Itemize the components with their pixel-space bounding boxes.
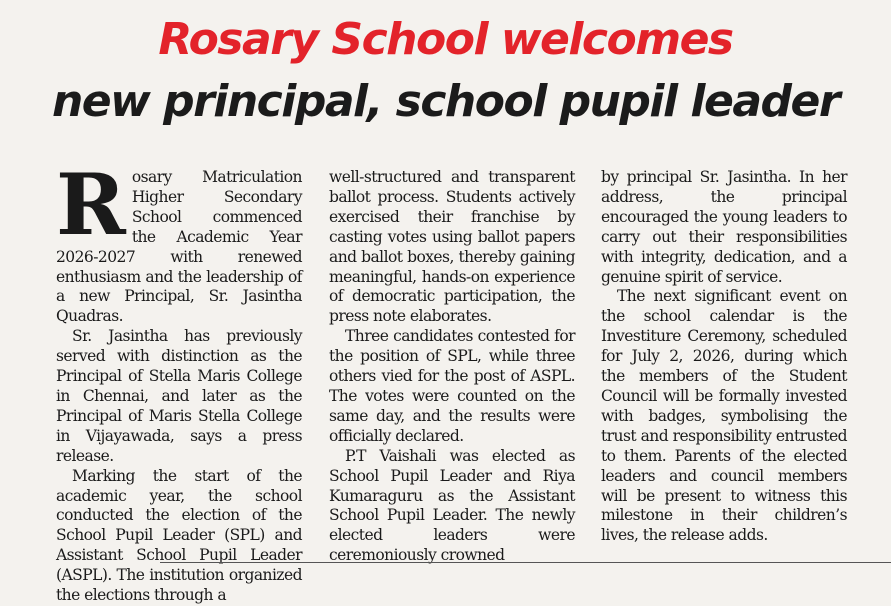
bottom-divider — [160, 562, 891, 563]
article-paragraph: by principal Sr. Jasintha. In her address, the principal encouraged the young leaders to carry out their responsibilities with integrity, dedication, and a genuine spirit of service. — [601, 168, 847, 286]
article-paragraph: Sr. Jasintha has previously served with distinction as the Principal of Stella Maris College in Chennai, and later as the Principal of Maris Stella College in Vijayawada, says a press release. — [56, 327, 302, 465]
article-paragraph: well-structured and transparent ballot process. Students actively exercised their franchise by casting votes using ballot papers and ballot boxes, thereby gaining meaningful, hands-on experience of democratic participation, the press note elaborates. — [329, 168, 575, 326]
article-paragraph: The next significant event on the school calendar is the Investiture Ceremony, scheduled for July 2, 2026, during which the members of the Student Council will be formally invested with badges, symbolising the trust and responsibility entrusted to them. Parents of the elected leaders and council members will be present to witness this milestone in their children’s lives, the release adds. — [601, 287, 847, 545]
drop-cap: R — [56, 155, 126, 254]
headline-line-1: Rosary School welcomes — [158, 14, 733, 65]
article-paragraph: P.T Vaishali was elected as School Pupil Leader and Riya Kumaraguru as the Assistant School Pupil Leader. The newly elected leaders were ceremoniously crowned — [329, 446, 575, 565]
article-paragraph: Marking the start of the academic year, the school conducted the election of the School Pupil Leader (SPL) and Assistant School Pupil Leader (ASPL). The institution organized the elections through a — [56, 466, 302, 605]
article-column-1 — [56, 155, 302, 606]
article-column-3 — [601, 168, 847, 546]
headline-line-2: new principal, school pupil leader — [51, 76, 840, 127]
article-paragraph — [56, 155, 302, 327]
article-paragraph: Three candidates contested for the position of SPL, while three others vied for the post of ASPL. The votes were counted on the same day, and the results were officially declared. — [329, 327, 575, 445]
paragraph-text: osary Matriculation Higher Secondary School commenced the Academic Year 2026-2027 with renewed enthusiasm and the leadership of a new Principal, Sr. Jasintha Quadras. — [56, 168, 302, 326]
article-column-2 — [329, 168, 575, 566]
